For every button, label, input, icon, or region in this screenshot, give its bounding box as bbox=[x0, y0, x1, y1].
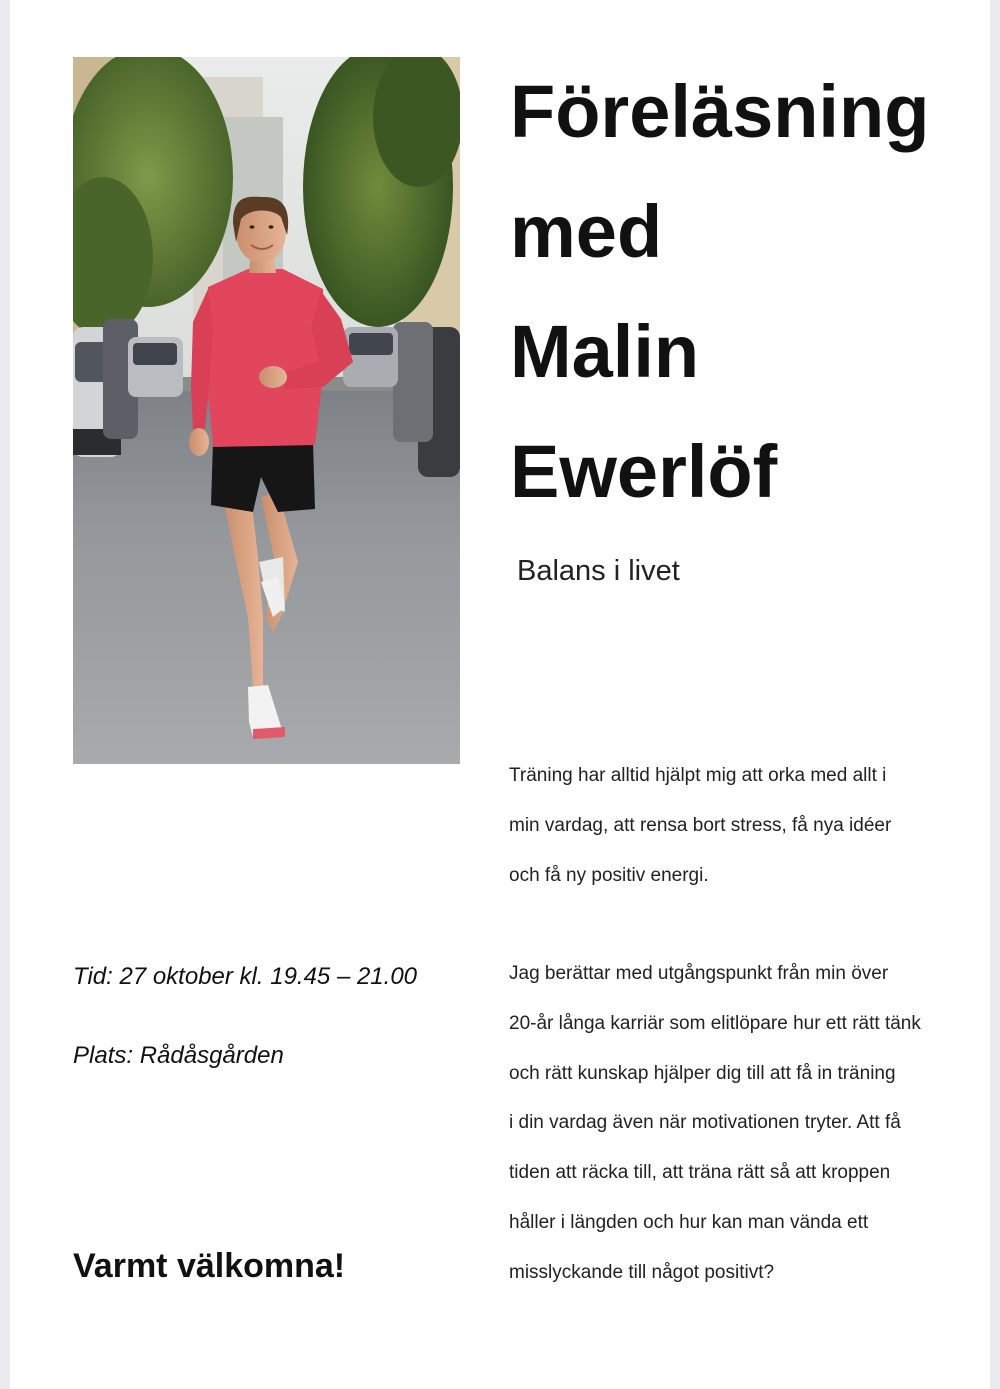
intro-paragraph bbox=[509, 766, 959, 915]
description-paragraph bbox=[509, 964, 959, 1313]
runner-photo bbox=[73, 57, 460, 764]
subtitle: Balans i livet bbox=[517, 555, 680, 587]
paragraph-line: Jag berättar med utgångspunkt från min över bbox=[509, 963, 889, 984]
paragraph-line: i din vardag även när motivationen tryter. Att få bbox=[509, 1112, 901, 1134]
paragraph-line: och få ny positiv energi. bbox=[509, 864, 709, 886]
title-line-1: Föreläsning bbox=[510, 70, 930, 153]
title-line-4: Ewerlöf bbox=[510, 430, 778, 513]
paragraph-line: och rätt kunskap hjälper dig till att få in träning bbox=[509, 1062, 896, 1084]
paragraph-line: håller i längden och hur kan man vända ett bbox=[509, 1211, 869, 1233]
poster-page bbox=[10, 0, 990, 1389]
welcome-text: Varmt välkomna! bbox=[73, 1247, 346, 1285]
paragraph-line: tiden att räcka till, att träna rätt så att kroppen bbox=[509, 1162, 891, 1184]
title-line-2: med bbox=[510, 190, 663, 273]
paragraph-line: 20-år långa karriär som elitlöpare hur ett rätt tänk bbox=[509, 1012, 921, 1034]
paragraph-line: min vardag, att rensa bort stress, få nya idéer bbox=[509, 814, 892, 836]
event-place: Plats: Rådåsgården bbox=[73, 1042, 284, 1069]
title-line-3: Malin bbox=[510, 310, 700, 393]
paragraph-line: misslyckande till något positivt? bbox=[509, 1261, 775, 1283]
event-time: Tid: 27 oktober kl. 19.45 – 21.00 bbox=[73, 963, 418, 990]
paragraph-line: Träning har alltid hjälpt mig att orka med allt i bbox=[509, 765, 887, 786]
